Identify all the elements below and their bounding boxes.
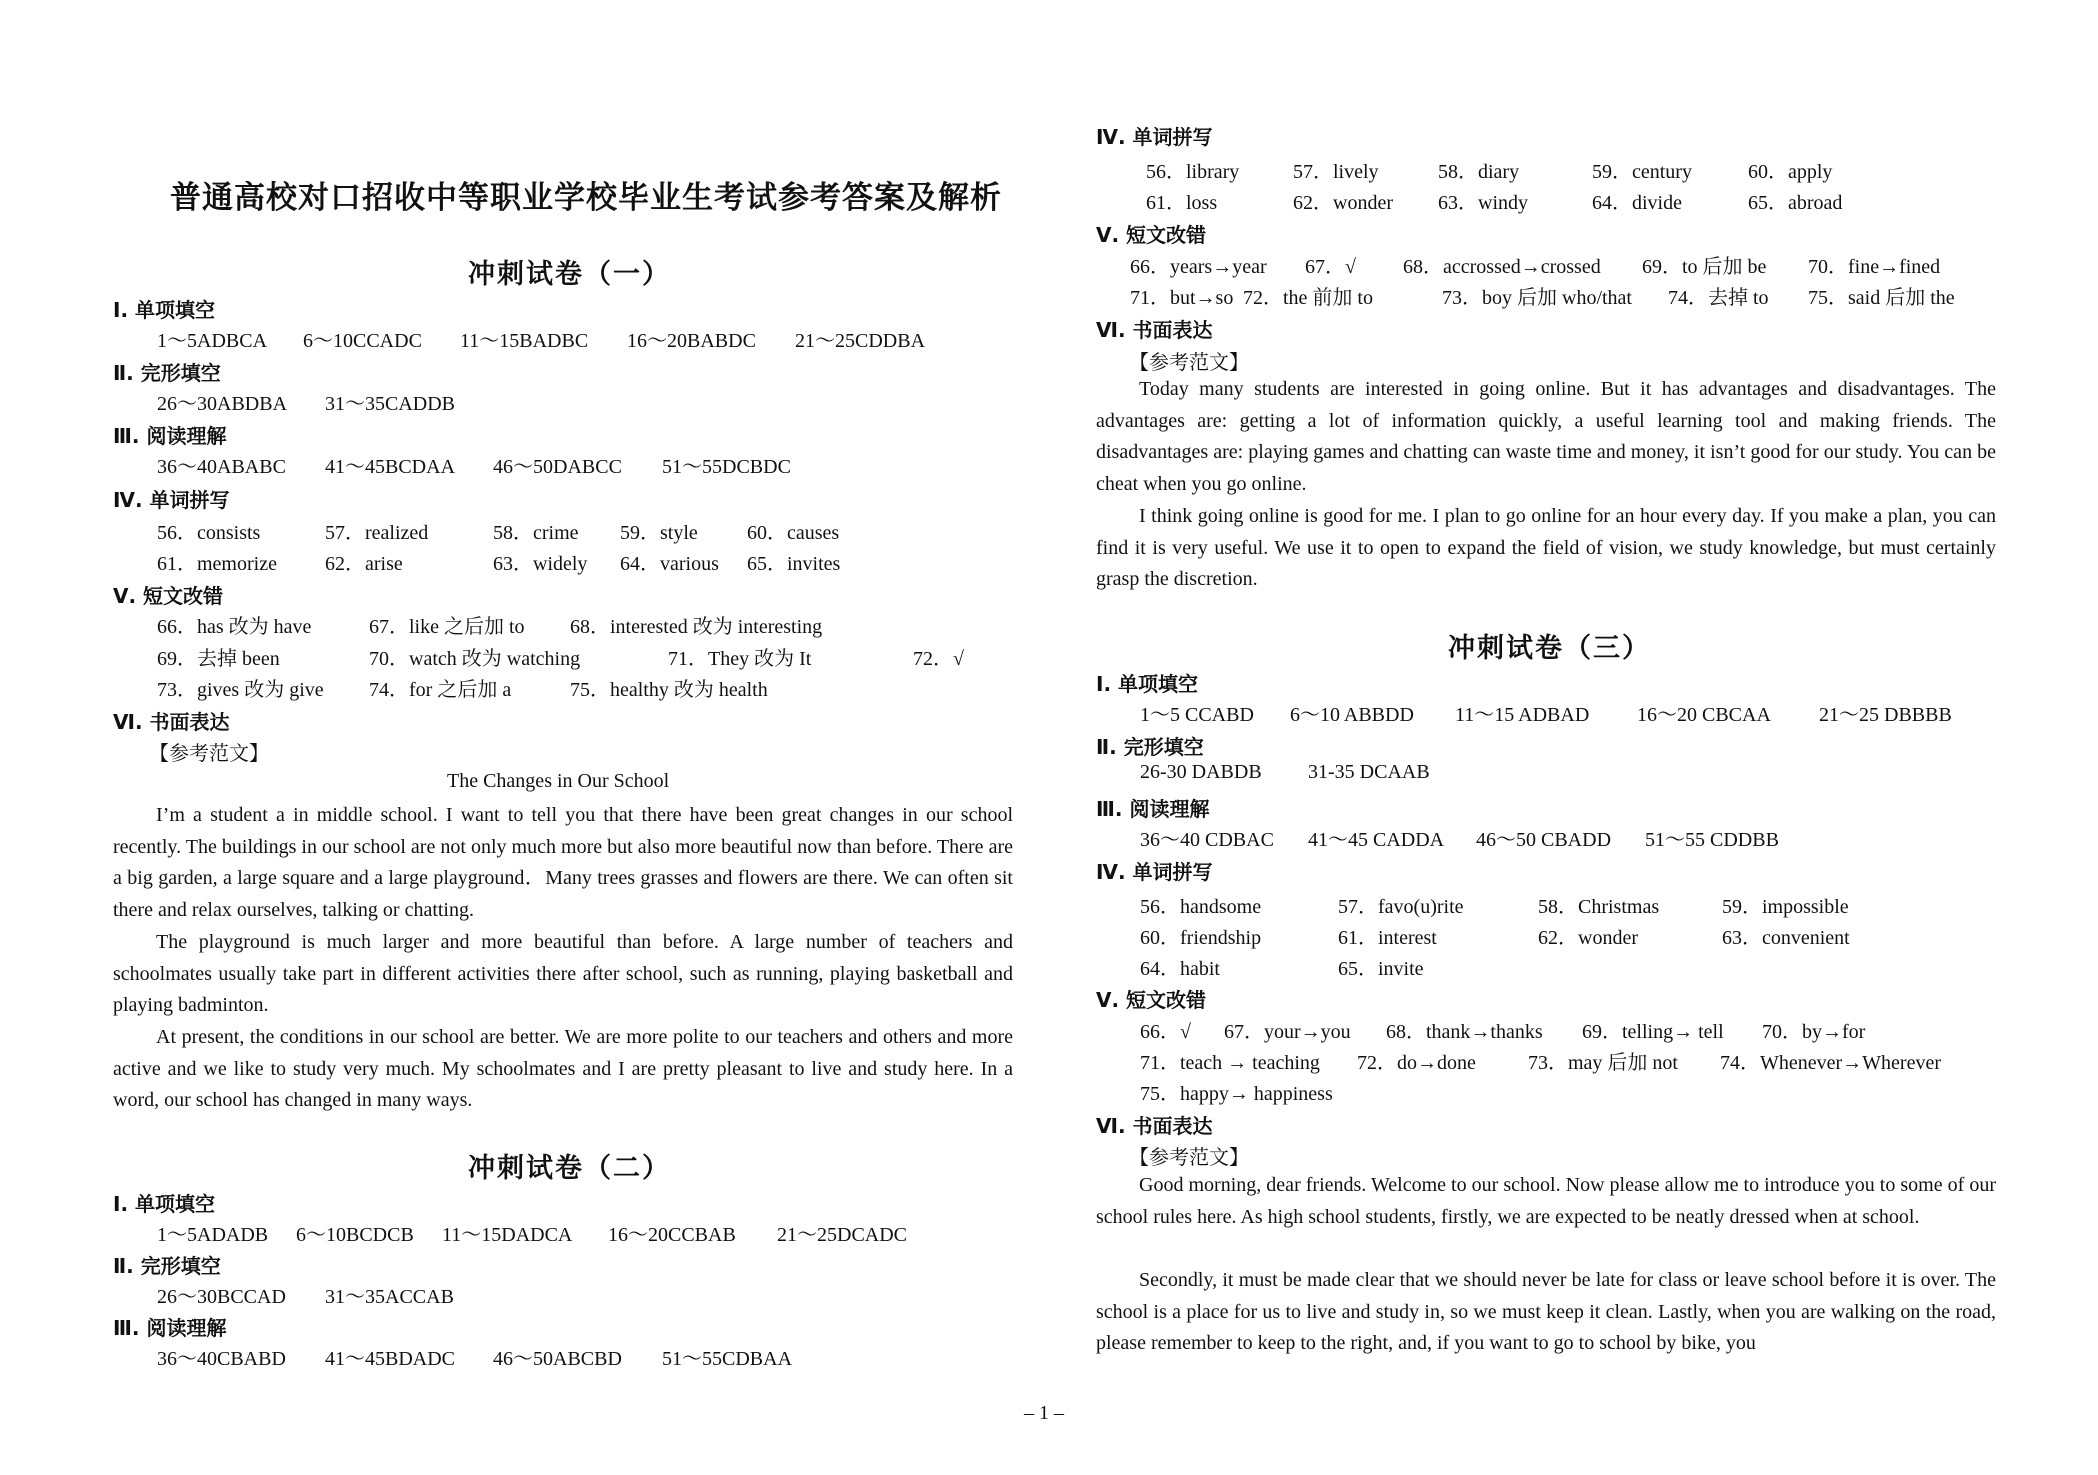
- paper3-essay-para1: Good morning, dear friends. Welcome to our school. Now please allow me to introduce you to some of our school rules here. As high school students, firstly, we are expected to be neatly dressed when at school.: [1096, 1174, 1996, 1228]
- paper2-section1: Ⅰ. 单项填空: [113, 1192, 216, 1216]
- answer-item: 21～25DCADC: [777, 1224, 908, 1246]
- answer-item: 60．causes: [747, 522, 840, 544]
- answer-item: 72．do→done: [1357, 1052, 1476, 1074]
- answer-item: 1～5ADADB: [157, 1224, 269, 1246]
- answer-item: 31～35CADDB: [325, 393, 456, 415]
- answer-item: 62．arise: [325, 553, 403, 575]
- answer-item: 11～15DADCA: [442, 1224, 573, 1246]
- answer-item: 74．for 之后加 a: [369, 679, 512, 701]
- answer-item: 74．去掉 to: [1668, 287, 1769, 309]
- answer-item: 31-35 DCAAB: [1308, 761, 1430, 783]
- answer-item: 65．invites: [747, 553, 841, 575]
- answer-item: 51～55 CDDBB: [1645, 829, 1779, 851]
- paper1-essay-para3: At present, the conditions in our school are better. We are more polite to our teachers and others and more active and we like to study very much. My schoolmates and I are pretty pleasant to live and study here. In a word, our school has changed in many ways.: [113, 1026, 1013, 1112]
- paper2-title: 冲刺试卷（二）: [468, 1153, 671, 1184]
- answer-item: 41～45 CADDA: [1308, 829, 1445, 851]
- answer-item: 46～50ABCBD: [493, 1348, 622, 1370]
- paper3-section1: Ⅰ. 单项填空: [1096, 672, 1199, 696]
- answer-item: 62．wonder: [1293, 192, 1393, 214]
- paper2-essay-para1: Today many students are interested in going online. But it has advantages and disadvantages. The advantages are: getting a lot of information quickly, a useful learning tool and making friends. The disadvantages are: playing games and chatting can waste time and money, it isn’t good for our study. You can be cheat when you go online.: [1096, 378, 1996, 495]
- paper3-sample-label: 【参考范文】: [1129, 1147, 1249, 1169]
- answer-item: 72．the 前加 to: [1243, 287, 1373, 309]
- answer-item: 64．divide: [1592, 192, 1682, 214]
- answer-item: 75．said 后加 the: [1808, 287, 1955, 309]
- answer-item: 69．去掉 been: [157, 648, 280, 670]
- answer-item: 60．friendship: [1140, 927, 1262, 949]
- paper2-section3: Ⅲ. 阅读理解: [113, 1316, 227, 1340]
- answer-item: 60．apply: [1748, 161, 1833, 183]
- answer-item: 58．Christmas: [1538, 896, 1660, 918]
- paper2-section5: Ⅴ. 短文改错: [1096, 223, 1207, 247]
- answer-item: 70．fine→fined: [1808, 256, 1941, 278]
- answer-item: 61．memorize: [157, 553, 277, 575]
- paper3-section6: Ⅵ. 书面表达: [1096, 1114, 1213, 1138]
- paper2-essay-para2: I think going online is good for me. I plan to go online for an hour every day. If you make a plan, you can find it is very useful. We use it to open to expand the field of vision, we study knowledge, but must certainly grasp the discretion.: [1096, 505, 1996, 591]
- answer-item: 63．widely: [493, 553, 588, 575]
- answer-item: 1～5 CCABD: [1140, 704, 1254, 726]
- answer-item: 61．interest: [1338, 927, 1437, 949]
- answer-item: 56．library: [1146, 161, 1240, 183]
- answer-item: 21～25CDDBA: [795, 330, 926, 352]
- answer-item: 67．like 之后加 to: [369, 616, 525, 638]
- paper1-section2: Ⅱ. 完形填空: [113, 361, 221, 385]
- answer-item: 21～25 DBBBB: [1819, 704, 1952, 726]
- answer-item: 73．boy 后加 who/that: [1442, 287, 1632, 309]
- answer-item: 59．style: [620, 522, 698, 544]
- answer-item: 62．wonder: [1538, 927, 1638, 949]
- answer-item: 46～50DABCC: [493, 456, 622, 478]
- answer-item: 46～50 CBADD: [1476, 829, 1612, 851]
- paper1-section5: Ⅴ. 短文改错: [113, 584, 224, 608]
- answer-item: 74．Whenever→Wherever: [1720, 1052, 1941, 1074]
- doc-title: 普通高校对口招收中等职业学校毕业生考试参考答案及解析: [170, 180, 1002, 216]
- answer-item: 70．by→for: [1762, 1021, 1866, 1043]
- paper2-section6: Ⅵ. 书面表达: [1096, 318, 1213, 342]
- answer-item: 56．consists: [157, 522, 261, 544]
- answer-item: 57．favo(u)rite: [1338, 896, 1464, 918]
- answer-item: 36～40ABABC: [157, 456, 286, 478]
- answer-item: 26-30 DABDB: [1140, 761, 1262, 783]
- answer-item: 6～10CCADC: [303, 330, 422, 352]
- answer-item: 68．interested 改为 interesting: [570, 616, 823, 638]
- answer-item: 11～15 ADBAD: [1455, 704, 1590, 726]
- answer-item: 31～35ACCAB: [325, 1286, 454, 1308]
- answer-item: 67．your→you: [1224, 1021, 1351, 1043]
- answer-item: 64．various: [620, 553, 719, 575]
- answer-item: 64．habit: [1140, 958, 1220, 980]
- paper1-sample-label: 【参考范文】: [149, 743, 269, 765]
- answer-item: 71．They 改为 It: [668, 648, 812, 670]
- answer-item: 6～10 ABBDD: [1290, 704, 1414, 726]
- answer-item: 57．lively: [1293, 161, 1379, 183]
- paper2-section4: Ⅳ. 单词拼写: [1096, 125, 1213, 149]
- answer-item: 16～20BABDC: [627, 330, 756, 352]
- paper1-section3: Ⅲ. 阅读理解: [113, 424, 227, 448]
- answer-item: 67．√: [1305, 256, 1356, 278]
- answer-item: 68．accrossed→crossed: [1403, 256, 1601, 278]
- answer-item: 61．loss: [1146, 192, 1218, 214]
- answer-item: 70．watch 改为 watching: [369, 648, 581, 670]
- paper1-section1: Ⅰ. 单项填空: [113, 298, 216, 322]
- paper1-essay-title: The Changes in Our School: [447, 770, 670, 792]
- answer-item: 36～40 CDBAC: [1140, 829, 1274, 851]
- answer-item: 16～20 CBCAA: [1637, 704, 1771, 726]
- answer-item: 6～10BCDCB: [296, 1224, 414, 1246]
- paper2-section2: Ⅱ. 完形填空: [113, 1254, 221, 1278]
- answer-item: 57．realized: [325, 522, 429, 544]
- answer-item: 72．√: [913, 648, 964, 670]
- answer-item: 41～45BCDAA: [325, 456, 456, 478]
- answer-item: 56．handsome: [1140, 896, 1262, 918]
- answer-item: 58．diary: [1438, 161, 1520, 183]
- answer-item: 16～20CCBAB: [608, 1224, 736, 1246]
- paper1-section6: Ⅵ. 书面表达: [113, 710, 230, 734]
- answer-item: 59．impossible: [1722, 896, 1849, 918]
- answer-item: 36～40CBABD: [157, 1348, 286, 1370]
- answer-item: 73．may 后加 not: [1528, 1052, 1678, 1074]
- answer-item: 75．happy→ happiness: [1140, 1083, 1333, 1105]
- answer-item: 41～45BDADC: [325, 1348, 456, 1370]
- answer-item: 51～55DCBDC: [662, 456, 791, 478]
- paper3-section5: Ⅴ. 短文改错: [1096, 988, 1207, 1012]
- answer-item: 71．teach → teaching: [1140, 1052, 1320, 1074]
- paper3-section4: Ⅳ. 单词拼写: [1096, 860, 1213, 884]
- answer-item: 26～30BCCAD: [157, 1286, 286, 1308]
- answer-item: 51～55CDBAA: [662, 1348, 793, 1370]
- answer-item: 75．healthy 改为 health: [570, 679, 768, 701]
- paper3-essay-para2: Secondly, it must be made clear that we should never be late for class or leave school before it is over. The school is a place for us to live and study in, so we must keep it clean. Lastly, when you are walking on the road, please remember to keep to the right, and, if you want to go to school by bike, you: [1096, 1269, 1996, 1355]
- answer-item: 73．gives 改为 give: [157, 679, 324, 701]
- paper1-essay-para2: The playground is much larger and more beautiful than before. A large number of teachers and schoolmates usually take part in different activities there after school, such as running, playing basketball and playing badminton.: [113, 931, 1013, 1017]
- answer-item: 66．√: [1140, 1021, 1191, 1043]
- answer-item: 11～15BADBC: [460, 330, 589, 352]
- paper1-essay-para1: I’m a student a in middle school. I want to tell you that there have been great changes in our school recently. The buildings in our school are not only much more but also more beautiful now than before. There are a big garden, a large square and a large playground．Many trees grasses and flowers are there. We can often sit there and relax ourselves, talking or chatting.: [113, 804, 1013, 921]
- answer-item: 69．telling→ tell: [1582, 1021, 1724, 1043]
- answer-item: 71．but→so: [1130, 287, 1234, 309]
- paper1-section4: Ⅳ. 单词拼写: [113, 488, 230, 512]
- paper2-sample-label: 【参考范文】: [1129, 352, 1249, 374]
- answer-item: 1～5ADBCA: [157, 330, 268, 352]
- answer-item: 66．years→year: [1130, 256, 1267, 278]
- answer-item: 58．crime: [493, 522, 579, 544]
- answer-item: 63．convenient: [1722, 927, 1850, 949]
- answer-item: 26～30ABDBA: [157, 393, 288, 415]
- answer-item: 59．century: [1592, 161, 1692, 183]
- answer-item: 65．abroad: [1748, 192, 1843, 214]
- answer-item: 65．invite: [1338, 958, 1424, 980]
- answer-item: 63．windy: [1438, 192, 1528, 214]
- answer-item: 69．to 后加 be: [1642, 256, 1767, 278]
- answer-item: 66．has 改为 have: [157, 616, 312, 638]
- paper1-title: 冲刺试卷（一）: [468, 259, 671, 290]
- answer-item: 68．thank→thanks: [1386, 1021, 1543, 1043]
- paper3-title: 冲刺试卷（三）: [1448, 633, 1651, 664]
- paper3-section3: Ⅲ. 阅读理解: [1096, 797, 1210, 821]
- paper3-section2: Ⅱ. 完形填空: [1096, 735, 1204, 759]
- page-number: – 1 –: [1024, 1402, 1064, 1424]
